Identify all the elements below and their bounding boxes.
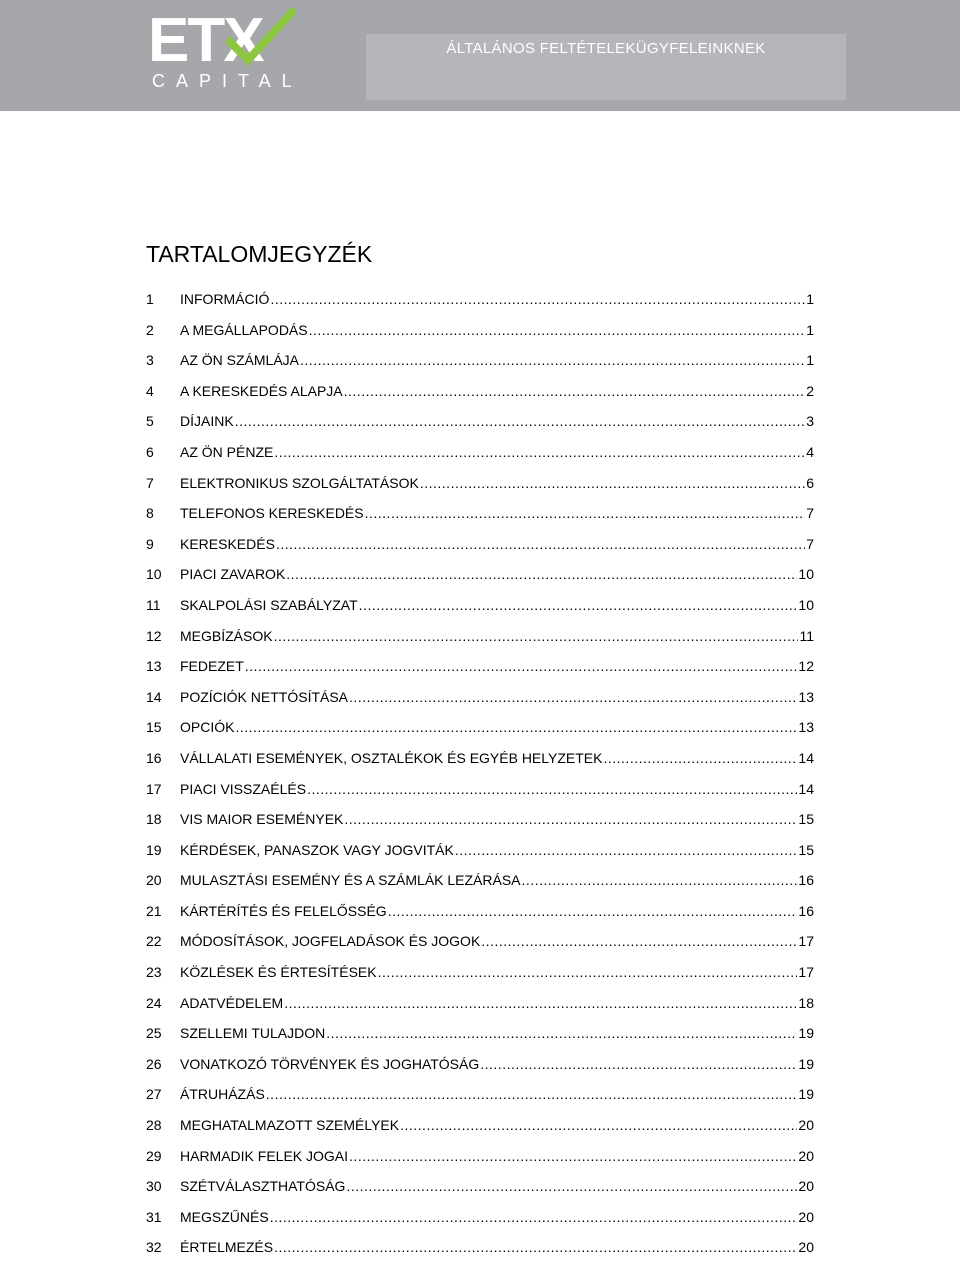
toc-entry-title: A KERESKEDÉS ALAPJA [180,382,343,399]
toc-entry-title: KERESKEDÉS [180,535,275,552]
logo-subtext: CAPITAL [152,71,303,91]
toc-entry-page: 3 [806,413,814,430]
toc-entry[interactable] [146,774,814,805]
toc-entry-number: 30 [146,1178,162,1195]
toc-entry-title: ÉRTELMEZÉS [180,1239,274,1256]
toc-entry-title: INFORMÁCIÓ [180,291,270,307]
toc-entry[interactable] [146,1171,814,1202]
toc-entry-page: 2 [806,382,814,399]
toc-entry-page: 13 [798,688,814,705]
toc-entry-page: 10 [798,596,814,613]
toc-entry-title: ADATVÉDELEM [180,994,284,1011]
toc-entry-title: ELEKTRONIKUS SZOLGÁLTATÁSOK [180,474,419,491]
toc-entry-title: TELEFONOS KERESKEDÉS [180,505,364,522]
toc-entry-page: 16 [798,872,814,889]
toc-entry-number: 16 [146,749,162,766]
toc-entry-title: KÉRDÉSEK, PANASZOK VAGY JOGVITÁK [180,841,454,858]
toc-entry-page: 18 [798,994,814,1011]
toc-entry-number: 3 [146,352,154,369]
header-title-box [366,34,846,100]
toc-entry-number: 9 [146,535,154,552]
toc-entry-number: 12 [146,627,162,644]
toc-dot-leader [603,743,797,774]
toc-entry-title: AZ ÖN PÉNZE [180,443,274,460]
toc-dot-leader [344,376,806,407]
toc-entry-title: AZ ÖN SZÁMLÁJA [180,352,300,369]
toc-entry[interactable] [146,406,814,437]
toc-entry-title: KÖZLÉSEK ÉS ÉRTESÍTÉSEK [180,964,377,981]
toc-entry-title: MULASZTÁSI ESEMÉNY ÉS A SZÁMLÁK LEZÁRÁSA [180,872,521,889]
toc-dot-leader [266,1079,798,1110]
toc-dot-leader [307,774,797,805]
toc-entry-page: 20 [798,1178,814,1195]
toc-entry-page: 19 [798,1025,814,1042]
checkmark-icon [226,8,296,70]
toc-entry-number: 27 [146,1086,162,1103]
toc-dot-leader [349,682,797,713]
toc-dot-leader [522,865,798,896]
toc-entry-title: PIACI VISSZAÉLÉS [180,780,307,797]
toc-dot-leader [400,1110,797,1141]
toc-entry-number: 17 [146,780,162,797]
toc-entry[interactable] [146,468,814,499]
toc-list [146,284,814,1263]
toc-entry[interactable] [146,1232,814,1263]
toc-entry-page: 1 [806,321,814,338]
toc-entry[interactable] [146,315,814,346]
toc-entry-number: 11 [146,596,161,613]
toc-entry-page: 20 [798,1208,814,1225]
toc-dot-leader [286,559,797,590]
toc-entry-number: 1 [146,291,154,307]
toc-entry[interactable] [146,529,814,560]
toc-entry-page: 20 [798,1239,814,1256]
toc-entry-title: VONATKOZÓ TÖRVÉNYEK ÉS JOGHATÓSÁG [180,1055,480,1072]
toc-dot-leader [359,590,798,621]
toc-dot-leader [270,284,805,315]
toc-entry[interactable] [146,437,814,468]
toc-entry[interactable] [146,957,814,988]
toc-entry[interactable] [146,621,814,652]
toc-entry-title: ÁTRUHÁZÁS [180,1086,265,1103]
toc-entry-number: 31 [146,1208,162,1225]
toc-entry-title: HARMADIK FELEK JOGAI [180,1147,349,1164]
toc-entry[interactable] [146,590,814,621]
toc-dot-leader [274,621,799,652]
toc-entry-number: 21 [146,902,162,919]
toc-entry-page: 14 [798,780,814,797]
toc-entry-number: 28 [146,1117,162,1134]
toc-dot-leader [365,498,806,529]
toc-entry[interactable] [146,559,814,590]
toc-entry-title: PIACI ZAVAROK [180,566,286,583]
toc-entry-page: 17 [798,933,814,950]
toc-entry-number: 24 [146,994,162,1011]
toc-entry-title: MEGSZŰNÉS [180,1208,269,1225]
toc-entry-title: SZÉTVÁLASZTHATÓSÁG [180,1178,346,1195]
toc-entry-number: 7 [146,474,154,491]
toc-dot-leader [300,345,805,376]
toc-entry-page: 15 [798,811,814,828]
toc-dot-leader [270,1202,798,1233]
toc-entry-title: KÁRTÉRÍTÉS ÉS FELELŐSSÉG [180,902,387,919]
toc-entry-page: 11 [799,627,814,644]
toc-entry[interactable] [146,1079,814,1110]
toc-entry[interactable] [146,1141,814,1172]
toc-entry[interactable] [146,682,814,713]
toc-dot-leader [388,896,798,927]
toc-entry-number: 2 [146,321,154,338]
toc-dot-leader [235,406,806,437]
toc-entry-page: 10 [798,566,814,583]
toc-entry-page: 19 [798,1055,814,1072]
document-title: ÁLTALÁNOS FELTÉTELEKÜGYFELEINKNEK [446,40,766,57]
toc-entry-page: 16 [798,902,814,919]
toc-dot-leader [420,468,805,499]
toc-entry-title: MEGHATALMAZOTT SZEMÉLYEK [180,1117,400,1134]
toc-entry[interactable] [146,1049,814,1080]
toc-entry-title: VÁLLALATI ESEMÉNYEK, OSZTALÉKOK ÉS EGYÉB HELYZETEK [180,749,603,766]
toc-entry[interactable] [146,1018,814,1049]
toc-entry[interactable] [146,498,814,529]
toc-entry-page: 7 [806,505,814,522]
toc-entry[interactable] [146,988,814,1019]
toc-dot-leader [455,835,798,866]
logo-wordmark: ETX [148,6,263,75]
toc-entry[interactable] [146,804,814,835]
etx-capital-logo [148,6,303,92]
toc-entry-page: 6 [806,474,814,491]
toc-entry-number: 23 [146,964,162,981]
toc-entry[interactable] [146,1202,814,1233]
toc-entry-number: 10 [146,566,162,583]
toc-entry-title: MEGBÍZÁSOK [180,627,273,644]
toc-dot-leader [284,988,797,1019]
toc-entry-page: 19 [798,1086,814,1103]
toc-entry[interactable] [146,896,814,927]
toc-dot-leader [276,529,805,560]
toc-dot-leader [235,712,797,743]
toc-entry[interactable] [146,865,814,896]
toc-entry[interactable] [146,926,814,957]
toc-entry[interactable] [146,345,814,376]
toc-entry-number: 15 [146,719,162,736]
toc-entry-page: 1 [806,291,814,307]
toc-entry-number: 6 [146,443,154,460]
toc-entry-page: 20 [798,1117,814,1134]
toc-entry-title: DÍJAINK [180,413,234,430]
toc-entry-number: 29 [146,1147,162,1164]
toc-dot-leader [346,1171,797,1202]
toc-entry-page: 20 [798,1147,814,1164]
toc-entry[interactable] [146,376,814,407]
toc-dot-leader [274,437,805,468]
toc-dot-leader [274,1232,797,1263]
toc-entry[interactable] [146,1110,814,1141]
toc-entry-number: 14 [146,688,162,705]
toc-entry[interactable] [146,284,814,315]
toc-dot-leader [480,1049,797,1080]
toc-entry-page: 4 [806,443,814,460]
toc-dot-leader [245,651,798,682]
toc-entry-number: 32 [146,1239,162,1256]
toc-entry-page: 17 [798,964,814,981]
toc-entry-number: 5 [146,413,154,430]
toc-dot-leader [344,804,797,835]
toc-entry[interactable] [146,712,814,743]
toc-entry-number: 22 [146,933,162,950]
toc-entry-number: 18 [146,811,162,828]
toc-entry-number: 8 [146,505,154,522]
header-band [0,0,960,111]
toc-entry-page: 1 [806,352,814,369]
toc-entry-number: 20 [146,872,162,889]
toc-entry-title: SKALPOLÁSI SZABÁLYZAT [180,596,358,613]
toc-entry-page: 14 [798,749,814,766]
toc-entry-number: 4 [146,382,154,399]
toc-dot-leader [349,1141,797,1172]
toc-entry-title: OPCIÓK [180,719,235,736]
toc-entry-page: 15 [798,841,814,858]
toc-entry-number: 25 [146,1025,162,1042]
toc-entry-title: MÓDOSÍTÁSOK, JOGFELADÁSOK ÉS JOGOK [180,933,481,950]
toc-entry-page: 12 [798,658,814,675]
toc-entry-title: SZELLEMI TULAJDON [180,1025,326,1042]
toc-dot-leader [481,926,797,957]
toc-entry-page: 7 [806,535,814,552]
toc-heading: TARTALOMJEGYZÉK [146,241,373,267]
toc-entry-title: VIS MAIOR ESEMÉNYEK [180,811,344,828]
toc-entry[interactable] [146,835,814,866]
toc-entry-title: A MEGÁLLAPODÁS [180,321,308,338]
toc-entry-number: 19 [146,841,162,858]
toc-entry-number: 13 [146,658,162,675]
toc-dot-leader [326,1018,797,1049]
toc-entry-number: 26 [146,1055,162,1072]
toc-entry-title: FEDEZET [180,658,244,675]
toc-dot-leader [378,957,798,988]
toc-entry[interactable] [146,743,814,774]
toc-entry[interactable] [146,651,814,682]
toc-dot-leader [309,315,806,346]
toc-entry-title: POZÍCIÓK NETTÓSÍTÁSA [180,688,349,705]
toc-entry-page: 13 [798,719,814,736]
